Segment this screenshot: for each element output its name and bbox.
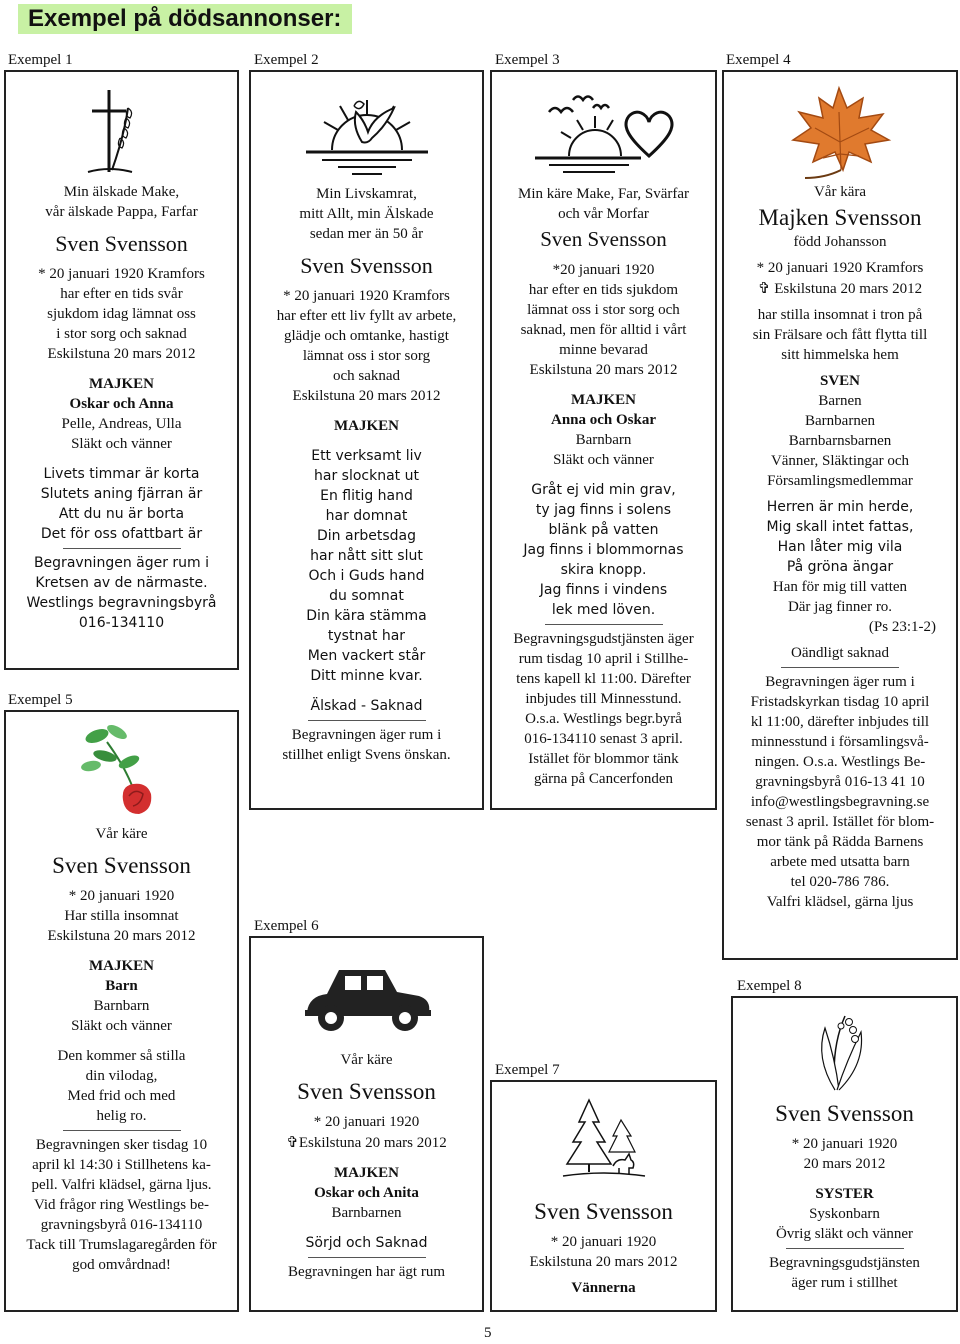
funeral-line: inbjudes till Minnesstund. bbox=[525, 691, 682, 707]
mourner-line: Syskonbarn bbox=[809, 1206, 880, 1222]
text-line: glädje och omtanke, hastigt bbox=[284, 328, 449, 344]
mourner-line: SYSTER bbox=[815, 1186, 874, 1202]
poem-line: Ditt minne kvar. bbox=[310, 668, 423, 684]
funeral-line: äger rum i stillhet bbox=[791, 1275, 898, 1291]
poem-line: helig ro. bbox=[96, 1108, 147, 1124]
sorrow-line: Älskad - Saknad bbox=[310, 698, 423, 714]
vintage-car-icon bbox=[297, 956, 437, 1040]
birth-line: * 20 januari 1920 bbox=[68, 888, 175, 904]
deceased-name: Sven Svensson bbox=[300, 253, 433, 278]
funeral-line: Valfri klädsel, gärna ljus bbox=[766, 894, 914, 910]
poem-line: På gröna ängar bbox=[786, 559, 894, 575]
birth-line: * 20 januari 1920 bbox=[313, 1114, 420, 1130]
mourner-line: MAJKEN bbox=[334, 1165, 399, 1181]
poem-line: lek med löven. bbox=[551, 602, 656, 618]
funeral-line: kl 11:00, därefter inbjudes till bbox=[750, 714, 930, 730]
intro-line: sedan mer än 50 år bbox=[309, 226, 424, 242]
mourner-line: MAJKEN bbox=[571, 392, 636, 408]
death-text: Eskilstuna 20 mars 2012 bbox=[298, 1135, 447, 1151]
funeral-line: Begravningen har ägt rum bbox=[287, 1264, 446, 1280]
death-text: Eskilstuna 20 mars 2012 bbox=[774, 281, 923, 297]
mourner-line: Barnbarn bbox=[93, 998, 150, 1014]
poem-line: ty jag finns i solens bbox=[535, 502, 672, 518]
mourner-line: Barnen bbox=[818, 393, 862, 409]
example-label-2: Exempel 2 bbox=[254, 52, 319, 68]
deceased-name: Sven Svensson bbox=[534, 1199, 673, 1224]
mourner-line: SVEN bbox=[819, 373, 860, 389]
intro-line: Min käre Make, Far, Svärfar bbox=[517, 186, 689, 202]
mourner-line: Barnbarnen bbox=[331, 1205, 402, 1221]
page-number: 5 bbox=[484, 1325, 492, 1341]
poem-line: Herren är min herde, bbox=[766, 499, 914, 515]
funeral-line: Begravningsgudstjänsten bbox=[769, 1255, 920, 1271]
funeral-line: gravningsbyrå 016-134110 bbox=[40, 1217, 203, 1233]
funeral-line: 016-134110 senast 3 april. bbox=[524, 731, 683, 747]
lily-of-the-valley-icon bbox=[805, 1008, 885, 1092]
funeral-line: god omvårdnad! bbox=[72, 1257, 171, 1273]
funeral-line: mor tänk på Rädda Barnens bbox=[756, 834, 924, 850]
poem-line: Han för mig till vatten bbox=[772, 579, 908, 595]
text-line: i stor sorg och saknad bbox=[56, 326, 187, 342]
example-label-1: Exempel 1 bbox=[8, 52, 73, 68]
mourner-line: MAJKEN bbox=[334, 418, 399, 434]
text-line: sin Frälsare och fått flytta till bbox=[752, 327, 928, 343]
mourner-line: Släkt och vänner bbox=[71, 1018, 172, 1034]
text-line: lämnat oss i stor sorg och bbox=[527, 302, 680, 318]
mourner-line: MAJKEN bbox=[89, 376, 154, 392]
intro-line: Vår käre bbox=[340, 1052, 393, 1068]
rose-icon bbox=[77, 722, 167, 818]
separator bbox=[781, 667, 899, 668]
email-text: info@westlingsbegravning.se bbox=[750, 794, 930, 810]
poem-line: En flitig hand bbox=[320, 488, 413, 504]
example-label-8: Exempel 8 bbox=[737, 978, 802, 994]
text-line: sjukdom idag lämnat oss bbox=[47, 306, 196, 322]
death-line bbox=[251, 1132, 482, 1153]
intro-line: vår älskade Pappa, Farfar bbox=[45, 204, 198, 220]
birth-line: * 20 januari 1920 bbox=[550, 1234, 657, 1250]
funeral-line: Kretsen av de närmaste. bbox=[35, 575, 208, 591]
poem-line: Mig skall intet fattas, bbox=[766, 519, 914, 535]
poem-line: Din arbetsdag bbox=[317, 528, 416, 544]
intro-line: Vår käre bbox=[95, 826, 148, 842]
obituary-example-3 bbox=[490, 70, 717, 810]
mourner-line: Barnbarnen bbox=[805, 413, 875, 429]
funeral-line: Vid frågor ring Westlings be- bbox=[33, 1197, 210, 1213]
separator bbox=[63, 548, 181, 549]
separator bbox=[545, 624, 663, 625]
intro-line: Min älskade Make, bbox=[63, 184, 180, 200]
poem-line: Att du nu är borta bbox=[58, 506, 185, 522]
example-label-7: Exempel 7 bbox=[495, 1062, 560, 1078]
birth-line: * 20 januari 1920 bbox=[791, 1136, 898, 1152]
mourner-line: Släkt och vänner bbox=[71, 436, 172, 452]
poem-line: Det för oss ofattbart är bbox=[40, 526, 203, 542]
forest-deer-icon bbox=[559, 1096, 649, 1180]
sorrow-line: Sörjd och Saknad bbox=[305, 1235, 428, 1251]
small-cross-icon: ✞ bbox=[757, 279, 771, 297]
poem-line: blänk på vatten bbox=[548, 522, 659, 538]
funeral-line: minnesstund i församlingsvå- bbox=[751, 734, 929, 750]
poem-line: din vilodag, bbox=[85, 1068, 158, 1084]
death-line: Eskilstuna 20 mars 2012 bbox=[47, 346, 196, 362]
deceased-name: Sven Svensson bbox=[297, 1079, 436, 1104]
poem-line: Gråt ej vid min grav, bbox=[531, 482, 676, 498]
funeral-line: Fristadskyrkan tisdag 10 april bbox=[750, 694, 930, 710]
poem-line: Din kära stämma bbox=[306, 608, 427, 624]
intro-line: och vår Morfar bbox=[558, 206, 649, 222]
birth-line: *20 januari 1920 bbox=[552, 262, 655, 278]
separator bbox=[308, 1257, 426, 1258]
text-line: och saknad bbox=[332, 368, 401, 384]
separator bbox=[308, 720, 426, 721]
maiden-name: född Johansson bbox=[793, 234, 887, 250]
poem-line: Livets timmar är korta bbox=[43, 466, 200, 482]
funeral-line: Westlings begravningsbyrå bbox=[26, 595, 217, 611]
poem-line: Med frid och med bbox=[67, 1088, 176, 1104]
poem-line: har slocknat ut bbox=[314, 468, 419, 484]
deceased-name: Sven Svensson bbox=[55, 231, 188, 256]
text-line: sitt himmelska hem bbox=[781, 347, 899, 363]
birds-heart-sunset-icon bbox=[529, 86, 679, 178]
death-line: 20 mars 2012 bbox=[803, 1156, 886, 1172]
funeral-line: tens kapell kl 11:00. Därefter bbox=[516, 671, 691, 687]
poem-line: Jag finns i blommornas bbox=[523, 542, 684, 558]
funeral-line: Begravningsgudstjänsten äger bbox=[513, 631, 694, 647]
mourner-line: Barnbarnsbarnen bbox=[788, 433, 892, 449]
poem-line: Ett verksamt liv bbox=[311, 448, 422, 464]
obituary-example-4 bbox=[722, 70, 958, 960]
mourner-line: MAJKEN bbox=[89, 958, 154, 974]
poem-line: har domnat bbox=[325, 508, 408, 524]
death-line: Eskilstuna 20 mars 2012 bbox=[529, 1254, 678, 1270]
funeral-line: 016-134110 bbox=[78, 615, 165, 631]
funeral-line: arbete med utsatta barn bbox=[770, 854, 910, 870]
funeral-line: ningen. O.s.a. Westlings Be- bbox=[754, 754, 926, 770]
funeral-line: Begravningen sker tisdag 10 bbox=[35, 1137, 208, 1153]
funeral-line: pell. Valfri klädsel, gärna ljus. bbox=[31, 1177, 212, 1193]
poem-line: Jag finns i vindens bbox=[539, 582, 668, 598]
example-label-4: Exempel 4 bbox=[726, 52, 791, 68]
birth-line: * 20 januari 1920 Kramfors bbox=[38, 266, 205, 282]
poem-line: Han låter mig vila bbox=[777, 539, 903, 555]
funeral-line: stillhet enligt Svens önskan. bbox=[282, 747, 451, 763]
poem-line: Slutets aning fjärran är bbox=[40, 486, 203, 502]
deceased-name: Sven Svensson bbox=[540, 227, 667, 251]
obituary-example-2 bbox=[249, 70, 484, 810]
poem-line: skira knopp. bbox=[560, 562, 647, 578]
death-line: Eskilstuna 20 mars 2012 bbox=[529, 362, 678, 378]
mourner-line: Vänner, Släktingar och bbox=[770, 453, 910, 469]
mourner-line: Vännerna bbox=[571, 1280, 636, 1296]
funeral-line: rum tisdag 10 april i Stillhe- bbox=[518, 651, 689, 667]
cross-icon bbox=[82, 86, 162, 182]
sorrow-line: Oändligt saknad bbox=[791, 645, 889, 661]
text-line: saknad, men för alltid i vårt bbox=[520, 322, 687, 338]
funeral-line: Begravningen äger rum i bbox=[33, 555, 210, 571]
example-label-3: Exempel 3 bbox=[495, 52, 560, 68]
text-line: Har stilla insomnat bbox=[64, 908, 179, 924]
death-line bbox=[724, 278, 956, 299]
text-line: har efter en tids svår bbox=[60, 286, 183, 302]
poem-line: har nått sitt slut bbox=[310, 548, 423, 564]
death-line: Eskilstuna 20 mars 2012 bbox=[47, 928, 196, 944]
page-title: Exempel på dödsannonser: bbox=[18, 4, 352, 34]
separator bbox=[786, 1248, 904, 1249]
mourner-line: Oskar och Anita bbox=[314, 1185, 419, 1201]
funeral-line: gravningsbyrå 016-13 41 10 bbox=[755, 774, 925, 790]
funeral-line: Begravningen äger rum i bbox=[765, 674, 915, 690]
funeral-line: O.s.a. Westlings begr.byrå bbox=[525, 711, 682, 727]
text-line: har efter en tids sjukdom bbox=[528, 282, 679, 298]
deceased-name: Majken Svensson bbox=[758, 205, 922, 230]
obituary-example-8 bbox=[731, 996, 958, 1312]
mourner-line: Församlingsmedlemmar bbox=[767, 473, 913, 489]
funeral-line: senast 3 april. Istället för blom- bbox=[745, 814, 935, 830]
intro-line: mitt Allt, min Älskade bbox=[299, 206, 434, 222]
poem-line: du somnat bbox=[329, 588, 404, 604]
text-line: har efter ett liv fyllt av arbete, bbox=[276, 308, 457, 324]
obituary-example-6 bbox=[249, 936, 484, 1312]
deceased-name: Sven Svensson bbox=[775, 1101, 914, 1126]
poem-line: Och i Guds hand bbox=[308, 568, 425, 584]
text-line: minne bevarad bbox=[559, 342, 648, 358]
mourner-line: Anna och Oskar bbox=[550, 412, 657, 428]
poem-line: Den kommer så stilla bbox=[57, 1048, 186, 1064]
example-label-6: Exempel 6 bbox=[254, 918, 319, 934]
dove-sunset-icon bbox=[302, 86, 432, 178]
example-label-5: Exempel 5 bbox=[8, 692, 73, 708]
intro-line: Vår kära bbox=[813, 184, 867, 200]
funeral-line: Begravningen äger rum i bbox=[291, 727, 442, 743]
text-line: har stilla insomnat i tron på bbox=[757, 307, 923, 323]
deceased-name: Sven Svensson bbox=[52, 853, 191, 878]
birth-line: * 20 januari 1920 Kramfors bbox=[756, 260, 924, 276]
mourner-line: Barn bbox=[105, 978, 138, 994]
funeral-line: gärna på Cancerfonden bbox=[533, 771, 674, 787]
funeral-line: april kl 14:30 i Stillhetens ka- bbox=[32, 1157, 211, 1173]
obituary-example-1 bbox=[4, 70, 239, 670]
mourner-line: Barnbarn bbox=[575, 432, 632, 448]
death-line: Eskilstuna 20 mars 2012 bbox=[292, 388, 441, 404]
poem-line: tystnat har bbox=[327, 628, 406, 644]
intro-line: Min Livskamrat, bbox=[316, 186, 417, 202]
obituary-example-5 bbox=[4, 710, 239, 1312]
funeral-line: tel 020-786 786. bbox=[790, 874, 890, 890]
separator bbox=[63, 1130, 181, 1131]
text-line: lämnat oss i stor sorg bbox=[302, 348, 431, 364]
small-cross-icon: ✞ bbox=[286, 1133, 299, 1151]
obituary-example-7 bbox=[490, 1080, 717, 1312]
maple-leaf-icon bbox=[785, 82, 895, 182]
mourner-line: Släkt och vänner bbox=[553, 452, 654, 468]
psalm-reference: (Ps 23:1-2) bbox=[868, 619, 936, 635]
poem-line: Men vackert står bbox=[307, 648, 426, 664]
poem-line: Där jag finner ro. bbox=[787, 599, 893, 615]
birth-line: * 20 januari 1920 Kramfors bbox=[283, 288, 450, 304]
mourner-line: Övrig släkt och vänner bbox=[775, 1226, 914, 1242]
funeral-line: Istället för blommor tänk bbox=[528, 751, 679, 767]
mourner-line: Oskar och Anna bbox=[69, 396, 174, 412]
funeral-line: Tack till Trumslagaregården för bbox=[26, 1237, 217, 1253]
mourner-line: Pelle, Andreas, Ulla bbox=[61, 416, 182, 432]
